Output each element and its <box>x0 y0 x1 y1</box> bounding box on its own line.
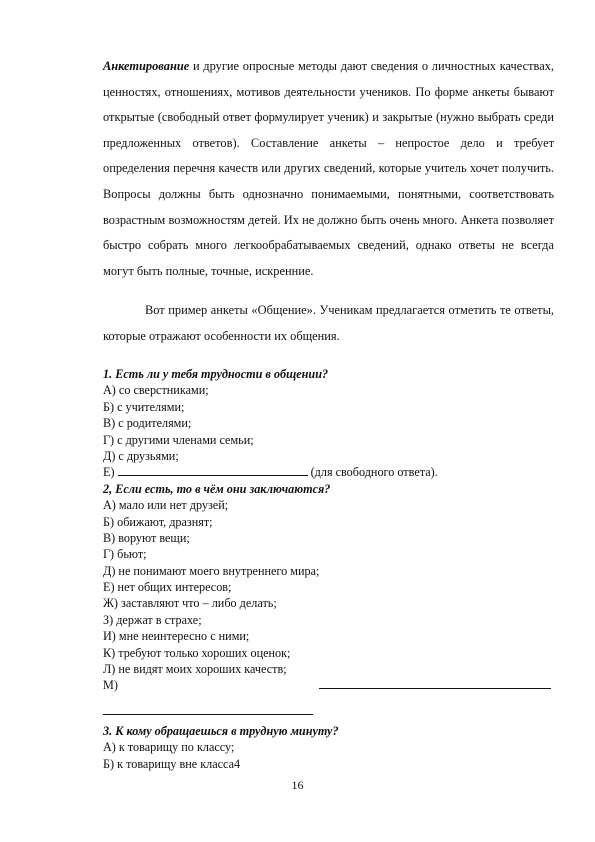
intro-text: и другие опросные методы дают сведения о личностных качествах, ценностях, отношениях, мотивов деятельности учеников. По форме анкеты бывают открытые (свободный ответ формулирует ученик) и закрытые (нужно выбрать среди предложенных ответов). Составление анкеты – непростое дело и требует определения перечня качеств или других сведений, которые учитель хочет получить. Вопросы должны быть однозначно понимаемыми, понятными, соответствовать возрастным возможностям детей. Их не должно быть очень много. Анкета позволяет быстро собрать много легкообрабатываемых сведений, однако ответы не всегда могут быть полные, точные, искренние. <box>103 59 554 278</box>
intro-paragraph <box>103 54 554 284</box>
q3-option: А) к товарищу по классу; <box>103 740 235 755</box>
intro-lead-term: Анкетирование <box>103 59 190 73</box>
q2-option: Б) обижают, дразнят; <box>103 514 213 529</box>
q2-option: Е) нет общих интересов; <box>103 580 232 595</box>
q1-open-answer <box>103 464 563 480</box>
q2-open-answer <box>103 677 563 693</box>
q2-option: Л) не видят моих хороших качеств; <box>103 662 287 677</box>
spacer <box>103 715 563 723</box>
questionnaire <box>103 366 563 772</box>
q1-option: В) с родителями; <box>103 416 192 431</box>
q1-open-prefix: Е) <box>103 465 115 480</box>
q3-option: Б) к товарищу вне класса4 <box>103 756 241 771</box>
q1-open-suffix: (для свободного ответа). <box>310 465 438 480</box>
q2-option: Д) не понимают моего внутреннего мира; <box>103 563 320 578</box>
page-number: 16 <box>291 778 304 792</box>
question-1: 1. Есть ли у тебя трудности в общении? <box>103 367 329 381</box>
q2-open-prefix: М) <box>103 678 118 693</box>
q1-option: Б) с учителями; <box>103 399 185 414</box>
question-2: 2, Если есть, то в чём они заключаются? <box>103 481 331 496</box>
spacer <box>103 694 563 708</box>
answer-blank-line[interactable] <box>319 677 551 689</box>
q1-option: Д) с друзьями; <box>103 448 179 463</box>
q2-option: А) мало или нет друзей; <box>103 498 229 513</box>
q2-option: В) воруют вещи; <box>103 530 190 545</box>
question-3: 3. К кому обращаешься в трудную минуту? <box>103 723 339 738</box>
q2-option: И) мне неинтересно с ними; <box>103 629 250 644</box>
example-paragraph: Вот пример анкеты «Общение». Ученикам предлагается отметить те ответы, которые отражают особенности их общения. <box>103 303 554 343</box>
answer-blank-line[interactable] <box>118 464 308 476</box>
q1-option: Г) с другими членами семьи; <box>103 432 254 447</box>
q2-option: К) требуют только хороших оценок; <box>103 645 291 660</box>
q2-option: Г) бьют; <box>103 547 147 562</box>
q2-option: З) держат в страхе; <box>103 612 202 627</box>
q2-option: Ж) заставляют что – либо делать; <box>103 596 277 611</box>
q1-option: А) со сверстниками; <box>103 383 209 398</box>
